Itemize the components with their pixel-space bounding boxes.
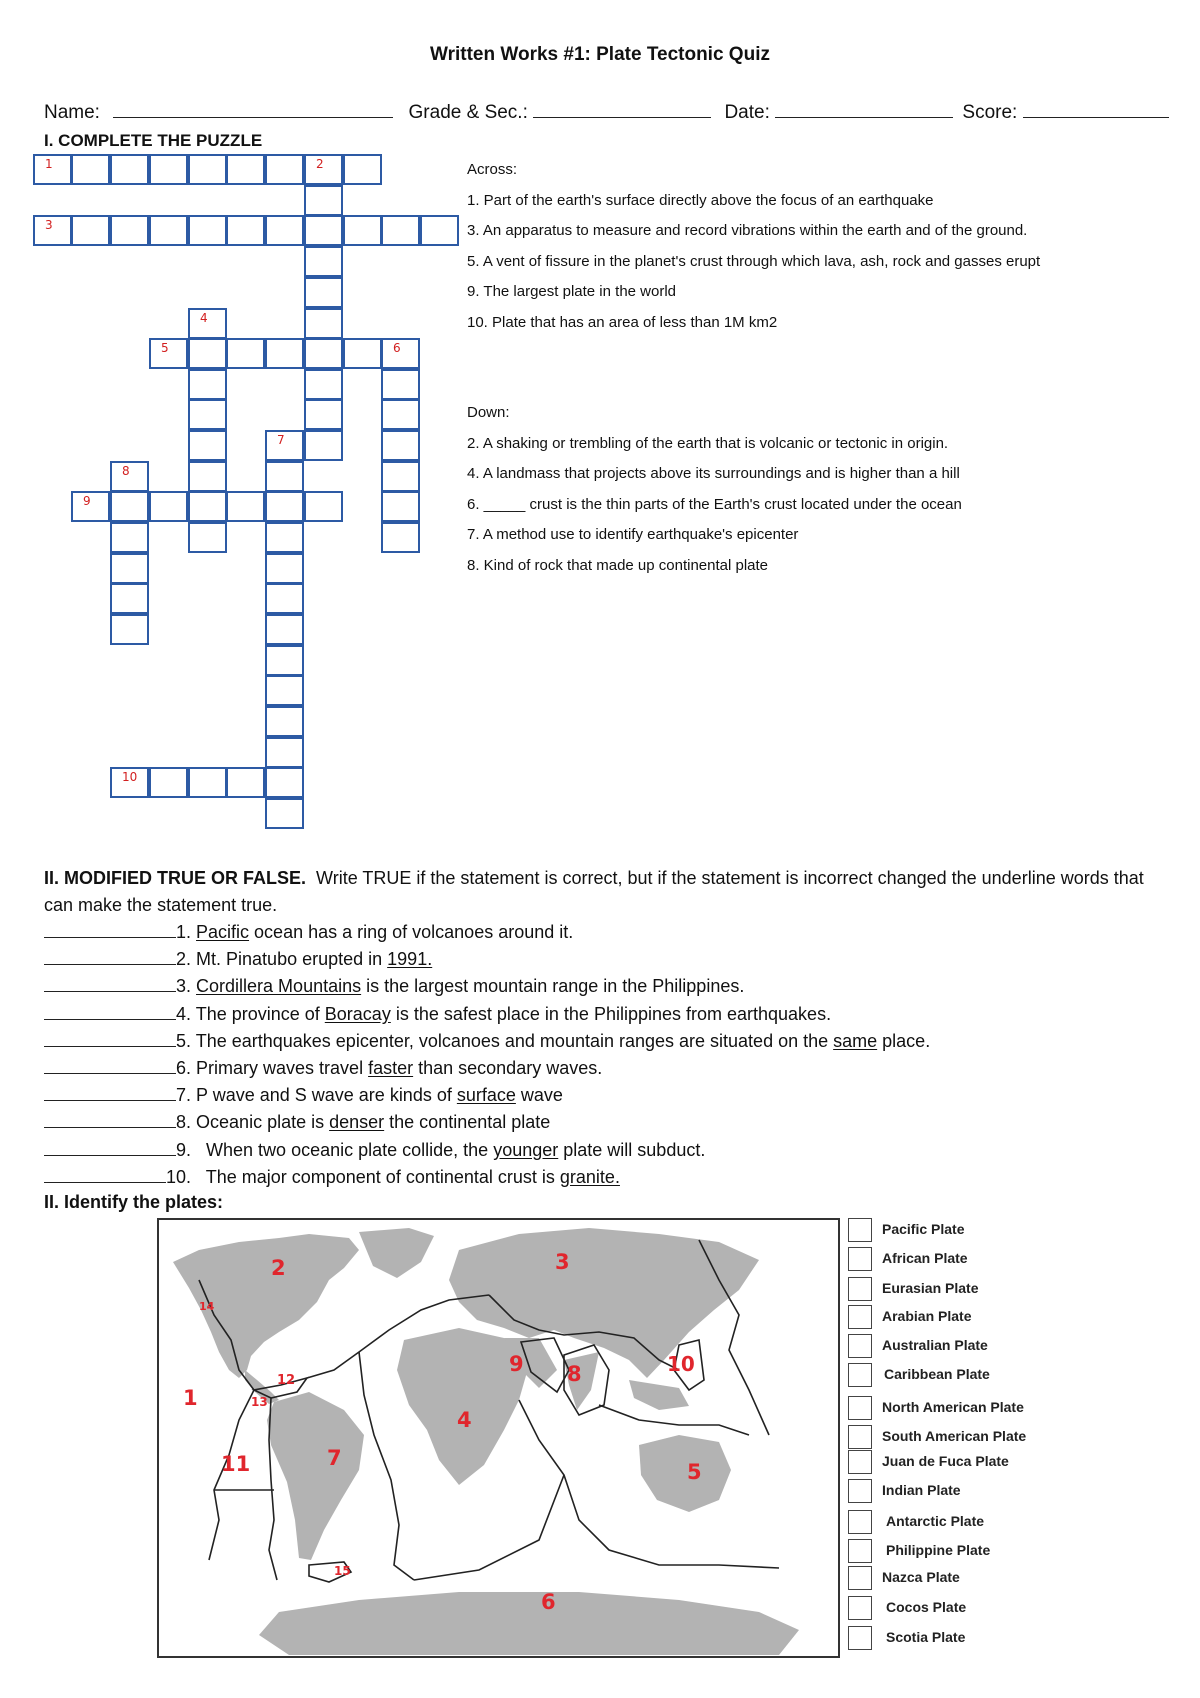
item-number: 7. [176,1085,192,1106]
crossword-cell[interactable] [343,338,382,369]
crossword-cell[interactable] [304,246,343,277]
list-item [44,1082,1164,1109]
item-number: 2. [176,949,192,970]
legend-label: Eurasian Plate [882,1280,979,1296]
crossword-cell[interactable] [188,399,227,430]
legend-label: African Plate [882,1250,968,1266]
tectonic-plate-map [157,1218,840,1658]
legend-item [848,1396,1088,1420]
answer-checkbox[interactable] [848,1396,872,1420]
grade-label: Grade & Sec.: [408,102,528,123]
item-text: Mt. Pinatubo erupted in [196,949,388,970]
legend-label: Nazca Plate [882,1569,960,1585]
item-number: 4. [176,1003,192,1024]
legend-item [848,1450,1088,1474]
crossword-cell[interactable] [265,675,304,706]
across-clue-9: 9. The largest plate in the world [467,283,677,300]
boundary-line [599,1405,749,1435]
map-label-13: 13 [251,1395,268,1409]
crossword-cell[interactable] [304,430,343,461]
clue-number: 6 [393,341,401,355]
crossword-cell[interactable] [33,154,72,185]
list-item [44,1164,1164,1191]
list-item [44,1109,1164,1136]
map-label-1: 1 [183,1386,198,1410]
crossword-cell[interactable] [304,308,343,339]
down-clues [467,398,962,581]
across-clue-3: 3. An apparatus to measure and record vibrations within the earth and of the ground. [467,222,1028,239]
item-number: 9. [176,1139,192,1160]
list-item [44,1137,1164,1164]
crossword-cell[interactable] [226,767,265,798]
item-text: plate will subduct. [558,1139,706,1160]
crossword-cell[interactable] [304,491,343,522]
item-text: is the safest place in the Philippines from earthquakes. [390,1003,832,1024]
crossword-cell[interactable] [381,430,420,461]
crossword-cell[interactable] [110,583,149,614]
legend-label: Juan de Fuca Plate [882,1453,1009,1469]
map-label-2: 2 [271,1256,286,1280]
answer-checkbox[interactable] [848,1334,872,1358]
answer-checkbox[interactable] [848,1539,872,1563]
answer-checkbox[interactable] [848,1305,872,1329]
item-text: Primary waves travel [196,1058,369,1079]
legend-label: Antarctic Plate [886,1513,985,1529]
item-text: place. [877,1030,931,1051]
crossword-cell[interactable] [188,154,227,185]
crossword-cell[interactable] [304,399,343,430]
list-item [44,919,1164,946]
crossword-cell[interactable] [226,154,265,185]
crossword-cell[interactable] [110,767,149,798]
crossword-cell[interactable] [33,215,72,246]
crossword-cell[interactable] [110,522,149,553]
crossword-cell[interactable] [149,338,188,369]
crossword-cell[interactable] [304,154,343,185]
legend-label: Cocos Plate [886,1599,967,1615]
crossword-cell[interactable] [188,369,227,400]
item-text: Oceanic plate is [196,1112,330,1133]
underlined-word: surface [456,1085,516,1106]
item-text: the continental plate [384,1112,551,1133]
item-number: 10. [166,1166,192,1187]
item-text: P wave and S wave are kinds of [196,1085,457,1106]
crossword-cell[interactable] [110,491,149,522]
crossword-cell[interactable] [265,338,304,369]
section-2-instructions [44,865,1164,919]
landmasses [173,1228,799,1655]
australia-land [639,1435,731,1512]
answer-blank[interactable] [44,1166,166,1183]
crossword-cell[interactable] [188,461,227,492]
crossword-cell[interactable] [304,369,343,400]
greenland-land [359,1228,434,1278]
crossword-cell[interactable] [149,154,188,185]
down-clue-6: 6. _____ crust is the thin parts of the Earth's crust located under the ocean [467,495,962,513]
crossword-cell[interactable] [381,215,420,246]
crossword-cell[interactable] [381,399,420,430]
crossword-cell[interactable] [188,308,227,339]
crossword-cell[interactable] [110,215,149,246]
crossword-cell[interactable] [265,430,304,461]
underlined-word: faster [368,1058,414,1079]
answer-checkbox[interactable] [848,1479,872,1503]
crossword-cell[interactable] [381,491,420,522]
crossword-cell[interactable] [304,215,343,246]
crossword-cell[interactable] [265,461,304,492]
grade-field[interactable] [533,100,711,118]
legend-item [848,1218,1088,1242]
crossword-cell[interactable] [188,215,227,246]
crossword-cell[interactable] [110,614,149,645]
clue-number: 5 [161,341,169,355]
crossword-cell[interactable] [304,185,343,216]
crossword-cell[interactable] [381,338,420,369]
crossword-cell[interactable] [265,706,304,737]
legend-label: Australian Plate [882,1337,988,1353]
answer-blank[interactable] [44,1111,176,1128]
boundary-line [414,1475,564,1580]
crossword-cell[interactable] [149,491,188,522]
map-label-9: 9 [509,1352,524,1376]
crossword-cell[interactable] [188,430,227,461]
southeast-asia-land [629,1380,689,1410]
across-clue-10: 10. Plate that has an area of less than 1M km2 [467,313,778,331]
map-label-8: 8 [567,1362,582,1386]
crossword-cell[interactable] [226,338,265,369]
item-number: 8. [176,1112,192,1133]
list-item [44,1055,1164,1082]
antarctica-land [259,1592,799,1655]
answer-checkbox[interactable] [848,1626,872,1650]
item-text: The major component of continental crust is [196,1166,560,1187]
crossword-cell[interactable] [110,461,149,492]
crossword-cell[interactable] [265,737,304,768]
clue-number: 8 [122,464,130,478]
crossword-cell[interactable] [110,553,149,584]
clue-number: 10 [122,770,138,784]
answer-checkbox[interactable] [848,1218,872,1242]
list-item [44,973,1164,1000]
section-3-heading: II. Identify the plates: [44,1192,224,1212]
map-label-6: 6 [541,1590,556,1614]
crossword-cell[interactable] [188,338,227,369]
underlined-word: denser [329,1112,385,1133]
map-label-14: 14 [199,1300,215,1313]
legend-label: Pacific Plate [882,1221,965,1237]
underlined-word: younger [493,1139,559,1160]
clue-number: 3 [45,218,53,232]
crossword-cell[interactable] [265,522,304,553]
legend-item [848,1596,1088,1620]
clue-number: 2 [316,157,324,171]
answer-blank[interactable] [44,948,176,965]
answer-checkbox[interactable] [848,1510,872,1534]
down-clue-7: 7. A method use to identify earthquake's epicenter [467,526,799,543]
legend-item [848,1539,1088,1563]
legend-label: Philippine Plate [886,1542,991,1558]
down-clue-2: 2. A shaking or trembling of the earth that is volcanic or tectonic in origin. [467,434,949,452]
crossword-cell[interactable] [265,645,304,676]
section-1-heading: I. COMPLETE THE PUZZLE [44,131,263,150]
crossword-cell[interactable] [188,522,227,553]
crossword-cell[interactable] [188,767,227,798]
answer-blank[interactable] [44,1030,176,1047]
score-field[interactable] [1023,100,1169,118]
crossword-cell[interactable] [71,154,110,185]
crossword-cell[interactable] [265,614,304,645]
crossword-cell[interactable] [265,491,304,522]
legend-item [848,1334,1088,1358]
clue-number: 9 [83,494,91,508]
answer-checkbox[interactable] [848,1363,872,1387]
answer-checkbox[interactable] [848,1277,872,1301]
map-label-4: 4 [457,1408,472,1432]
answer-checkbox[interactable] [848,1596,872,1620]
legend-item [848,1277,1088,1301]
list-item [44,1001,1164,1028]
item-number: 5. [176,1030,192,1051]
crossword-cell[interactable] [265,553,304,584]
crossword-cell[interactable] [71,215,110,246]
true-false-list [44,919,1164,1191]
answer-checkbox[interactable] [848,1425,872,1449]
page-title: Written Works #1: Plate Tectonic Quiz [430,44,770,65]
underlined-word: granite. [559,1166,620,1187]
down-title: Down: [467,404,510,421]
item-text: ocean has a ring of volcanoes around it. [249,922,574,942]
answer-checkbox[interactable] [848,1566,872,1590]
crossword-cell[interactable] [149,767,188,798]
legend-item [848,1425,1088,1449]
legend-item [848,1247,1088,1271]
answer-blank[interactable] [44,1003,176,1020]
map-label-12: 12 [277,1373,296,1388]
crossword-cell[interactable] [265,767,304,798]
legend-item [848,1566,1088,1590]
item-text: wave [515,1085,563,1106]
underlined-word: Boracay [324,1003,391,1024]
map-label-11: 11 [221,1452,251,1476]
crossword-cell[interactable] [420,215,459,246]
crossword-cell[interactable] [110,154,149,185]
clue-number: 4 [200,311,208,325]
crossword-cell[interactable] [226,215,265,246]
legend-label: Caribbean Plate [884,1366,990,1382]
answer-blank[interactable] [44,1139,176,1156]
crossword-cell[interactable] [226,491,265,522]
legend-label: South American Plate [882,1428,1027,1444]
crossword-cell[interactable] [265,215,304,246]
legend-label: Arabian Plate [882,1308,972,1324]
item-text: The earthquakes epicenter, volcanoes and mountain ranges are situated on the [195,1030,834,1051]
item-number: 6. [176,1058,192,1079]
answer-blank[interactable] [44,1084,176,1101]
clue-number: 7 [277,433,285,447]
list-item [44,1028,1164,1055]
crossword-cell[interactable] [265,798,304,829]
answer-checkbox[interactable] [848,1247,872,1271]
map-label-3: 3 [555,1250,570,1274]
legend-label: Indian Plate [882,1482,961,1498]
legend-item [848,1305,1088,1329]
list-item [44,946,1164,973]
section-2-text: Write TRUE if the statement is correct, but if the statement is incorrect changed the underline words that can make the statement true. [44,868,1144,915]
crossword-cell[interactable] [304,277,343,308]
crossword-cell[interactable] [304,338,343,369]
across-clue-1: 1. Part of the earth's surface directly above the focus of an earthquake [467,191,934,209]
date-label: Date: [724,102,770,123]
crossword-cell[interactable] [71,491,110,522]
crossword-cell[interactable] [343,215,382,246]
item-text: is the largest mountain range in the Philippines. [361,976,745,997]
crossword-cell[interactable] [343,154,382,185]
clue-number: 1 [45,157,53,171]
across-clues [467,155,1040,338]
map-label-7: 7 [327,1446,342,1470]
legend-item [848,1626,1088,1650]
answer-blank[interactable] [44,1057,176,1074]
across-clue-5: 5. A vent of fissure in the planet's crust through which lava, ash, rock and gasses erupt [467,252,1041,270]
item-text: When two oceanic plate collide, the [196,1139,494,1160]
answer-checkbox[interactable] [848,1450,872,1474]
crossword-cell[interactable] [188,491,227,522]
answer-blank[interactable] [44,921,176,938]
crossword-cell[interactable] [381,461,420,492]
date-field[interactable] [775,100,953,118]
crossword-cell[interactable] [265,154,304,185]
crossword-cell[interactable] [265,583,304,614]
item-text: than secondary waves. [413,1058,603,1079]
map-label-15: 15 [334,1564,351,1578]
item-text: The province of [195,1003,325,1024]
legend-label: Scotia Plate [886,1629,966,1645]
map-label-5: 5 [687,1460,702,1484]
name-label: Name: [44,102,100,123]
across-title: Across: [467,161,518,178]
item-number: 3. [176,976,192,997]
map-label-10: 10 [667,1352,695,1376]
legend-item [848,1510,1088,1534]
legend-item [848,1363,1088,1387]
legend-label: North American Plate [882,1399,1024,1415]
legend-item [848,1479,1088,1503]
section-2-heading: II. MODIFIED TRUE OR FALSE. [44,868,307,888]
name-field[interactable] [113,100,393,118]
world-map-drawing [159,1220,840,1658]
south-america-land [267,1392,364,1560]
score-label: Score: [962,102,1018,123]
student-info-row [44,100,1164,124]
underlined-word: Pacific [196,922,250,942]
down-clue-8: 8. Kind of rock that made up continental plate [467,556,769,574]
underlined-word: 1991. [387,949,433,970]
answer-blank[interactable] [44,975,176,992]
crossword-cell[interactable] [149,215,188,246]
crossword-cell[interactable] [381,369,420,400]
item-number: 1. [176,922,192,942]
underlined-word: Cordillera Mountains [196,976,362,997]
underlined-word: same [833,1030,878,1051]
crossword-cell[interactable] [381,522,420,553]
down-clue-4: 4. A landmass that projects above its surroundings and is higher than a hill [467,465,960,482]
